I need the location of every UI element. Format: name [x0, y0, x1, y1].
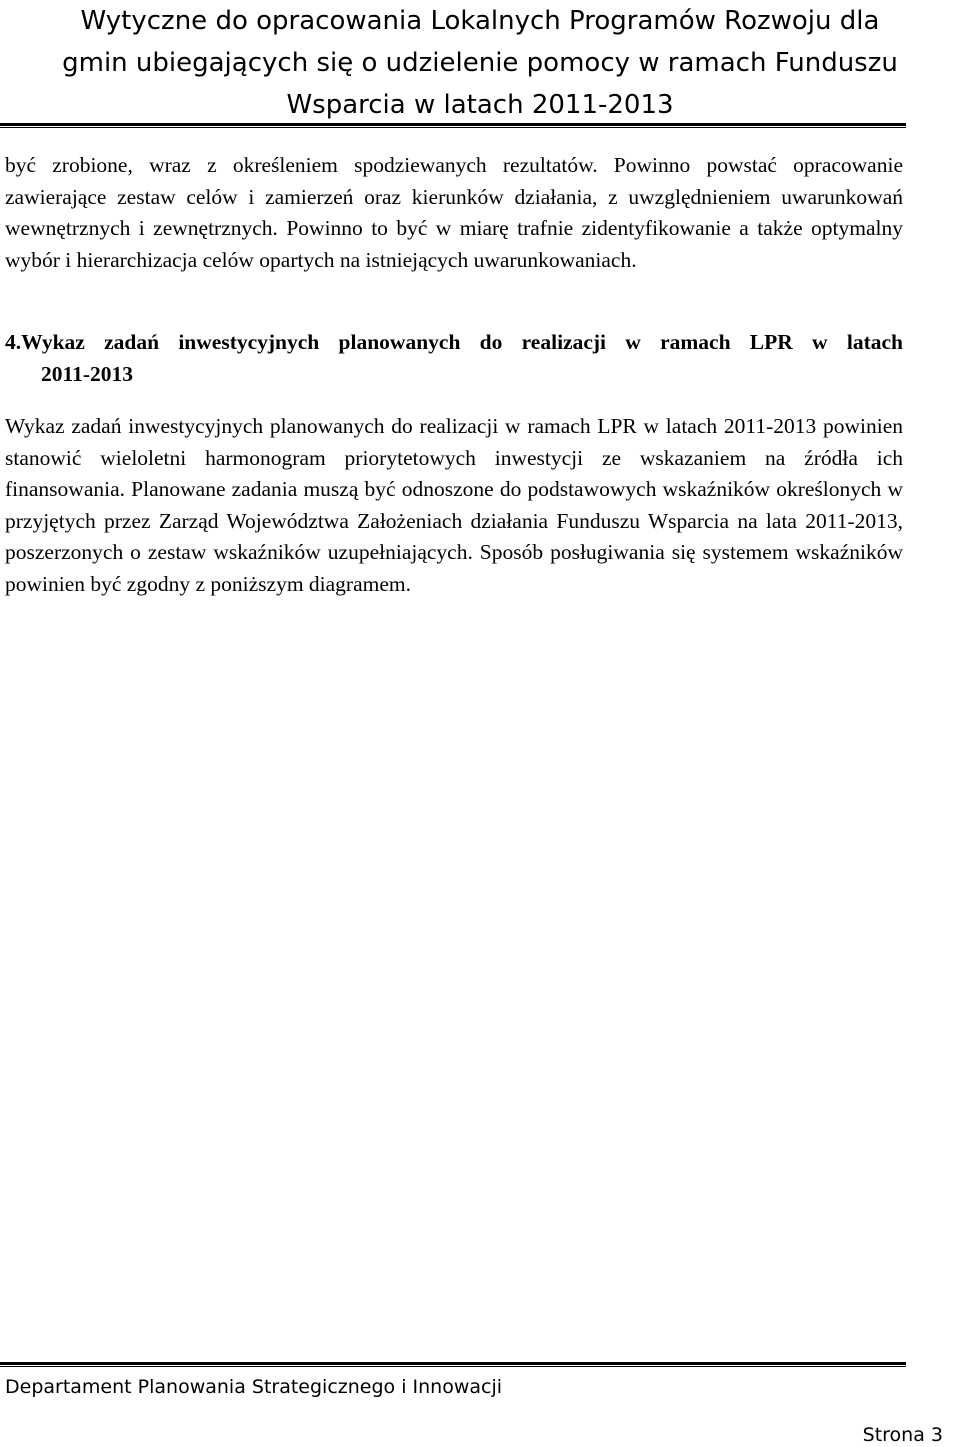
footer-divider [0, 1362, 906, 1367]
document-header-title [0, 0, 960, 126]
page-number: Strona 3 [862, 1424, 943, 1446]
paragraph-2 [5, 411, 903, 600]
section-heading-line-1: Wykaz zadań inwestycyjnych planowanych do realizacji w ramach LPR w latach [21, 330, 903, 354]
header-title-line-3: Wsparcia w latach 2011-2013 [286, 90, 674, 120]
section-number: 4. [5, 330, 22, 354]
paragraph-continuation [5, 150, 903, 276]
header-title-line-1: Wytyczne do opracowania Lokalnych Programów Rozwoju dla [80, 6, 880, 36]
paragraph-2-text: Wykaz zadań inwestycyjnych planowanych do realizacji w ramach LPR w latach 2011-2013 powinien stanowić wieloletni harmonogram priorytetowych inwestycji ze wskazaniem na źródła ich finansowania. Planowane zadania muszą być odnoszone do podstawowych wskaźników określonych w przyjętych przez Zarząd Województwa Założeniach działania Funduszu Wsparcia na lata 2011-2013, poszerzonych o zestaw wskaźników uzupełniających. Sposób posługiwania się systemem wskaźników powinien być zgodny z poniższym diagramem. [5, 414, 903, 596]
footer-department: Departament Planowania Strategicznego i Innowacji [5, 1376, 503, 1398]
header-divider [0, 123, 906, 128]
header-title-line-2: gmin ubiegających się o udzielenie pomocy w ramach Funduszu [62, 48, 898, 78]
paragraph-1-text: być zrobione, wraz z określeniem spodziewanych rezultatów. Powinno powstać opracowanie zawierające zestaw celów i zamierzeń oraz kierunków działania, z uwzględnieniem uwarunkowań wewnętrznych i zewnętrznych. Powinno to być w miarę trafnie zidentyfikowanie a także optymalny wybór i hierarchizacja celów opartych na istniejących uwarunkowaniach. [5, 153, 903, 272]
section-heading [5, 327, 903, 390]
section-heading-line-2: 2011-2013 [41, 361, 133, 386]
